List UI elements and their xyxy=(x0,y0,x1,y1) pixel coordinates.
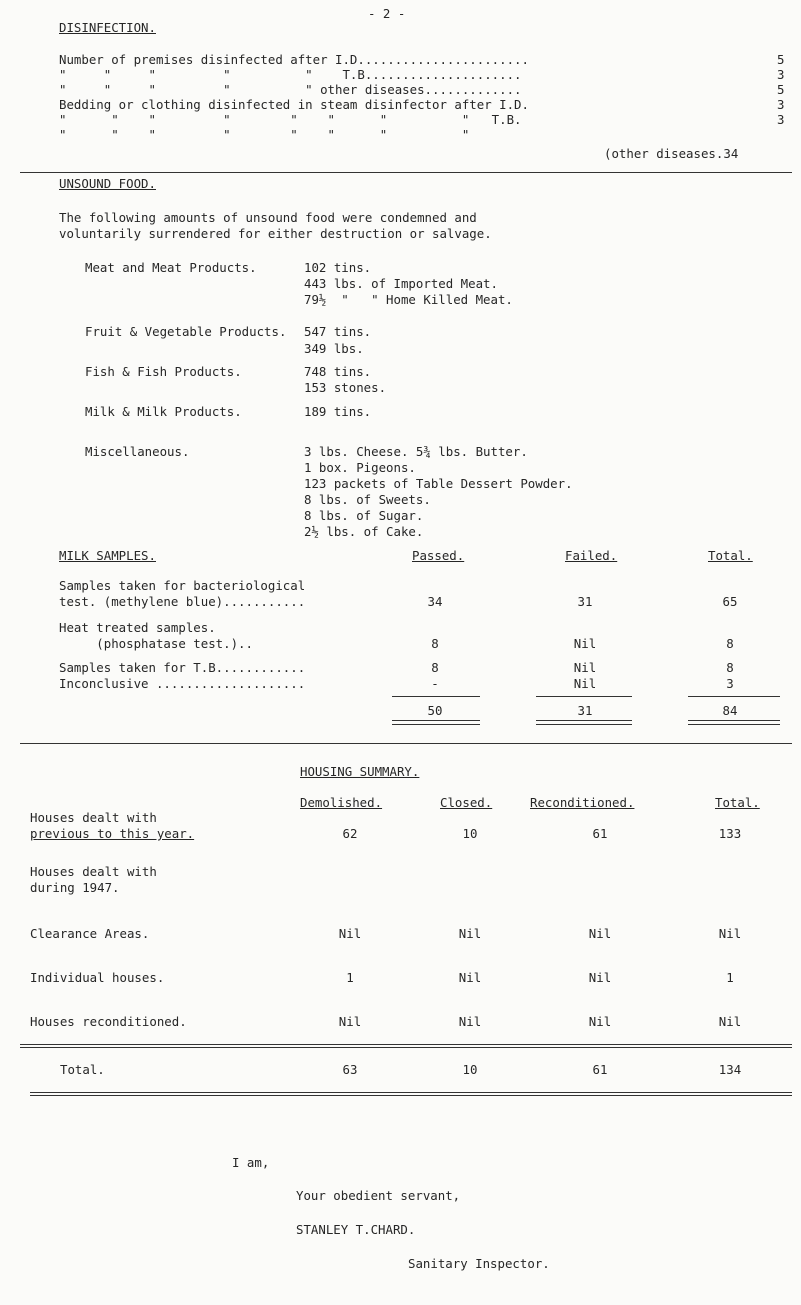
housing-row-label: Clearance Areas. xyxy=(30,926,150,941)
housing-col-demolished: Demolished. xyxy=(300,795,383,810)
page-number: - 2 - xyxy=(368,6,406,21)
disinfection-row-value: 3 xyxy=(777,67,785,82)
category-item: 547 tins. xyxy=(304,324,372,339)
housing-value: Nil xyxy=(458,1014,482,1029)
signatory-name: STANLEY T.CHARD. xyxy=(296,1222,416,1237)
milk-passed-value: - xyxy=(431,676,439,691)
housing-value: Nil xyxy=(718,926,742,941)
unsound-food-intro: The following amounts of unsound food were condemned and xyxy=(59,210,477,225)
milk-samples-heading: MILK SAMPLES. xyxy=(59,548,156,563)
milk-passed-value: 8 xyxy=(431,660,439,675)
double-rule xyxy=(688,720,780,725)
disinfection-heading: DISINFECTION. xyxy=(59,20,156,35)
section-divider xyxy=(20,172,792,173)
total-rule xyxy=(20,1044,792,1045)
milk-col-total: Total. xyxy=(708,548,753,563)
total-rule xyxy=(536,696,632,697)
disinfection-row-label: " " " " " " " " xyxy=(59,127,470,142)
disinfection-row-label: " " " " " " " " T.B. xyxy=(59,112,522,127)
housing-previous-label: Houses dealt with xyxy=(30,810,157,825)
housing-previous-label: previous to this year. xyxy=(30,826,195,841)
section-divider xyxy=(20,743,792,744)
housing-row-label: Houses reconditioned. xyxy=(30,1014,187,1029)
category-item: 748 tins. xyxy=(304,364,372,379)
milk-passed-value: 34 xyxy=(427,594,443,609)
housing-total-value: 61 xyxy=(592,1062,608,1077)
milk-total-value: 8 xyxy=(726,636,734,651)
category-item: 349 lbs. xyxy=(304,341,364,356)
disinfection-row-label: Number of premises disinfected after I.D....................... xyxy=(59,52,529,67)
closing-servant: Your obedient servant, xyxy=(296,1188,461,1203)
category-item: 1 box. Pigeons. xyxy=(304,460,416,475)
category-item: 443 lbs. of Imported Meat. xyxy=(304,276,498,291)
category-item: 8 lbs. of Sugar. xyxy=(304,508,424,523)
milk-row-label: test. (methylene blue)........... xyxy=(59,594,306,609)
milk-total-value: 3 xyxy=(726,676,734,691)
category-name: Meat and Meat Products. xyxy=(85,260,257,275)
milk-col-failed: Failed. xyxy=(565,548,618,563)
total-rule xyxy=(688,696,780,697)
total-rule xyxy=(20,1047,792,1048)
disinfection-row-value: 5 xyxy=(777,82,785,97)
housing-total-value: 134 xyxy=(718,1062,742,1077)
closing-salutation: I am, xyxy=(232,1155,270,1170)
milk-failed-value: Nil xyxy=(573,660,597,675)
housing-col-reconditioned: Reconditioned. xyxy=(530,795,635,810)
housing-value: 1 xyxy=(346,970,354,985)
milk-total-total: 84 xyxy=(722,703,738,718)
housing-value: 133 xyxy=(718,826,742,841)
milk-row-label: Heat treated samples. xyxy=(59,620,216,635)
category-name: Fish & Fish Products. xyxy=(85,364,242,379)
milk-row-label: Samples taken for bacteriological xyxy=(59,578,306,593)
milk-total-value: 65 xyxy=(722,594,738,609)
housing-value: Nil xyxy=(458,926,482,941)
housing-value: 61 xyxy=(592,826,608,841)
housing-value: Nil xyxy=(718,1014,742,1029)
disinfection-row-label: " " " " " other diseases............. xyxy=(59,82,522,97)
unsound-food-heading: UNSOUND FOOD. xyxy=(59,176,156,191)
housing-value: Nil xyxy=(588,1014,612,1029)
housing-value: Nil xyxy=(338,926,362,941)
housing-during-label: Houses dealt with xyxy=(30,864,157,879)
housing-value: Nil xyxy=(588,970,612,985)
category-item: 2½ lbs. of Cake. xyxy=(304,524,424,539)
housing-value: Nil xyxy=(338,1014,362,1029)
housing-value: 62 xyxy=(342,826,358,841)
disinfection-other-diseases: (other diseases.34 xyxy=(604,146,739,161)
milk-row-label: (phosphatase test.).. xyxy=(59,636,253,651)
housing-col-total: Total. xyxy=(715,795,760,810)
category-name: Miscellaneous. xyxy=(85,444,190,459)
disinfection-row-label: Bedding or clothing disinfected in steam disinfector after I.D. xyxy=(59,97,529,112)
housing-row-label: Individual houses. xyxy=(30,970,165,985)
category-item: 79½ " " Home Killed Meat. xyxy=(304,292,513,307)
housing-value: Nil xyxy=(458,970,482,985)
milk-passed-value: 8 xyxy=(431,636,439,651)
category-name: Milk & Milk Products. xyxy=(85,404,242,419)
disinfection-row-value: 3 xyxy=(777,97,785,112)
milk-total-value: 8 xyxy=(726,660,734,675)
milk-col-passed: Passed. xyxy=(412,548,465,563)
disinfection-row-value: 3 xyxy=(777,112,785,127)
category-name: Fruit & Vegetable Products. xyxy=(85,324,287,339)
housing-total-value: 63 xyxy=(342,1062,358,1077)
housing-col-closed: Closed. xyxy=(440,795,493,810)
disinfection-row-value: 5 xyxy=(777,52,785,67)
signatory-title: Sanitary Inspector. xyxy=(408,1256,550,1271)
milk-failed-value: Nil xyxy=(573,636,597,651)
unsound-food-intro: voluntarily surrendered for either destruction or salvage. xyxy=(59,226,492,241)
total-rule xyxy=(30,1092,792,1093)
double-rule xyxy=(536,720,632,725)
double-rule xyxy=(392,720,480,725)
milk-failed-value: Nil xyxy=(573,676,597,691)
category-item: 189 tins. xyxy=(304,404,372,419)
total-rule xyxy=(392,696,480,697)
category-item: 3 lbs. Cheese. 5¾ lbs. Butter. xyxy=(304,444,528,459)
housing-total-label: Total. xyxy=(60,1062,105,1077)
category-item: 102 tins. xyxy=(304,260,372,275)
housing-heading: HOUSING SUMMARY. xyxy=(300,764,420,779)
housing-value: 1 xyxy=(726,970,734,985)
disinfection-row-label: " " " " " T.B..................... xyxy=(59,67,522,82)
housing-value: Nil xyxy=(588,926,612,941)
housing-value: 10 xyxy=(462,826,478,841)
milk-failed-value: 31 xyxy=(577,594,593,609)
milk-row-label: Samples taken for T.B............ xyxy=(59,660,306,675)
housing-total-value: 10 xyxy=(462,1062,478,1077)
category-item: 123 packets of Table Dessert Powder. xyxy=(304,476,573,491)
category-item: 8 lbs. of Sweets. xyxy=(304,492,431,507)
category-item: 153 stones. xyxy=(304,380,387,395)
milk-failed-total: 31 xyxy=(577,703,593,718)
housing-during-label: during 1947. xyxy=(30,880,120,895)
milk-passed-total: 50 xyxy=(427,703,443,718)
milk-row-label: Inconclusive .................... xyxy=(59,676,306,691)
total-rule xyxy=(30,1095,792,1096)
